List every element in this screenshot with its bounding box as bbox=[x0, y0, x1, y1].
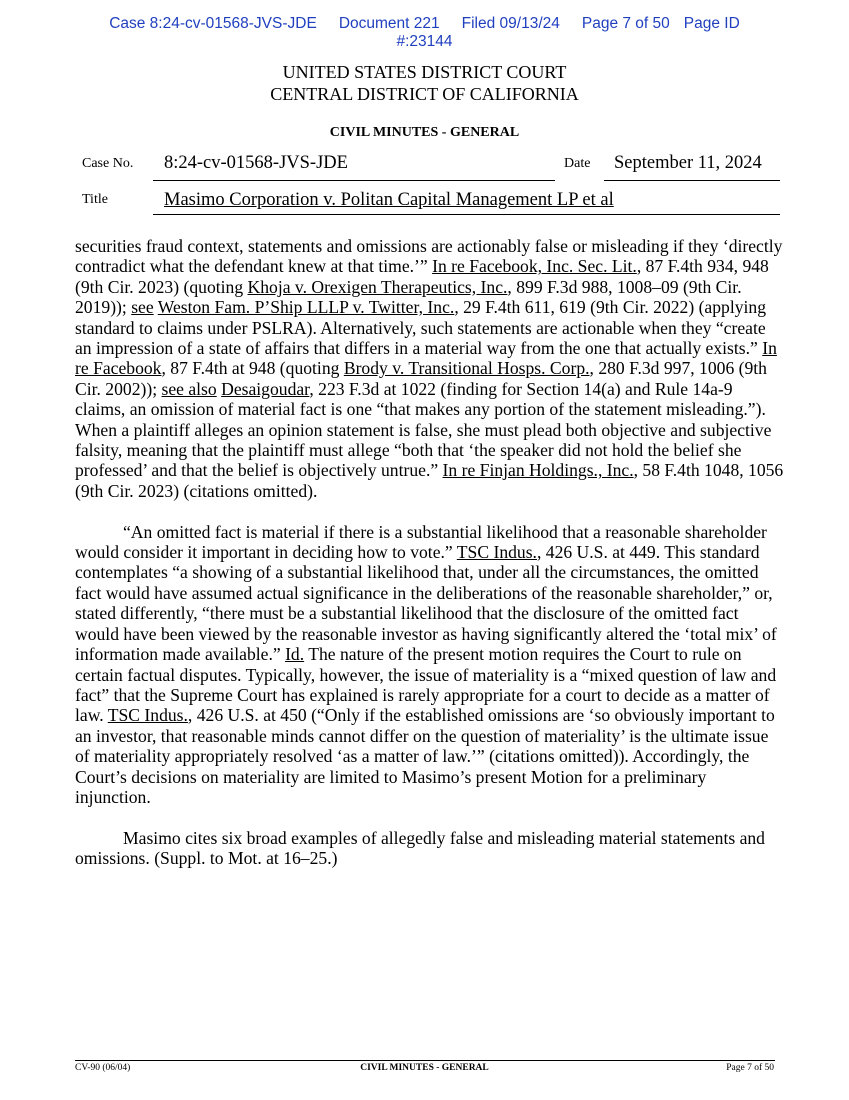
body-text-run: “An omitted fact is material if there is a substantial likelihood that a reasonable shareholder would consider it important in deciding how to vote.” bbox=[75, 521, 767, 563]
body-text-run: , 29 F.4th 611, 619 (9th Cir. 2022) (applying standard to claims under PSLRA). Alternatively, such statements are actionable when they “create an impression of a state of affairs that differs in a material way from the one that actually exists.” bbox=[75, 297, 766, 359]
body-text-run: , 87 F.4th 934, 948 (9th Cir. 2023) (quoting bbox=[75, 256, 769, 297]
date-value: September 11, 2024 bbox=[614, 153, 762, 173]
ecf-header bbox=[0, 15, 849, 51]
case-title-text: Masimo Corporation v. Politan Capital Management LP et al bbox=[164, 190, 614, 210]
date-label: Date bbox=[564, 156, 591, 171]
citation-text: TSC Indus. bbox=[456, 542, 537, 563]
title-value bbox=[164, 190, 614, 211]
body-text-run: , 280 F.3d 997, 1006 (9th Cir. 2002)); bbox=[75, 358, 767, 399]
court-name: UNITED STATES DISTRICT COURT bbox=[282, 62, 567, 82]
ecf-page-id-label: Page ID bbox=[683, 15, 740, 32]
footer-page-number: Page 7 of 50 bbox=[726, 1063, 774, 1073]
citation-text: Khoja v. Orexigen Therapeutics, Inc. bbox=[247, 276, 508, 297]
body-text-run: , 426 U.S. at 449. This standard contemplates “a showing of a substantial likelihood that, under all the circumstances, the omitted fact would have assumed actual significance in the deliberations of the reasonable shareholder,” or, stated differently, “there must be a substantial likelihood that the disclosure of the omitted fact would have been viewed by the reasonable investor as having significantly altered the ‘total mix’ of information made available.” bbox=[75, 542, 777, 665]
ecf-header-line bbox=[0, 15, 849, 33]
citation-text: see also bbox=[161, 378, 217, 399]
ecf-page-count: Page 7 of 50 bbox=[581, 15, 670, 32]
citation-text: Desaigoudar bbox=[221, 378, 310, 399]
body-text-run: , 58 F.4th 1048, 1056 (9th Cir. 2023) (citations omitted). bbox=[75, 460, 784, 501]
opinion-body bbox=[75, 236, 785, 889]
minutes-title: CIVIL MINUTES - GENERAL bbox=[329, 125, 520, 140]
body-text-run: , 426 U.S. at 450 (“Only if the established omissions are ‘so obviously important to an investor, that reasonable minds cannot differ on the question of materiality’ is the ultimate issue of materiality appropriately resolved ‘as a matter of law.’” (citations omitted)). Accordingly, the Court’s decisions on materiality are limited to Masimo’s present Motion for a preliminary injunction. bbox=[75, 705, 775, 807]
citation-text: see bbox=[131, 297, 154, 318]
court-heading bbox=[0, 61, 849, 105]
body-text-run: , 87 F.4th at 948 (quoting bbox=[161, 358, 344, 379]
body-paragraph bbox=[75, 522, 785, 808]
body-paragraph bbox=[75, 828, 785, 869]
date-underline bbox=[604, 180, 780, 181]
ecf-page-id-number: #:23144 bbox=[396, 33, 453, 50]
body-text-run: Masimo cites six broad examples of allegedly false and misleading material statements and omissions. (Suppl. to Mot. at 16–25.) bbox=[75, 827, 765, 869]
body-paragraph bbox=[75, 236, 785, 501]
citation-text: In re Facebook bbox=[75, 338, 777, 379]
body-text-run: securities fraud context, statements and omissions are actionably false or misleading if they ‘directly contradict what the defendant knew at that time.’” bbox=[75, 236, 783, 277]
ecf-case-number: Case 8:24-cv-01568-JVS-JDE bbox=[109, 15, 317, 32]
body-text-run: , 223 F.3d at 1022 (finding for Section 14(a) and Rule 14a-9 claims, an omission of material fact is one “that makes any portion of the statement misleading.”). When a plaintiff alleges an opinion statement is false, she must plead both objective and subjective falsity, meaning that the plaintiff must allege “both that ‘the speaker did not hold the belief she professed’ and that the belief is objectively untrue.” bbox=[75, 378, 772, 481]
citation-text: Brody v. Transitional Hosps. Corp. bbox=[343, 358, 590, 379]
case-no-value: 8:24-cv-01568-JVS-JDE bbox=[164, 153, 348, 173]
citation-text: In re Facebook, Inc. Sec. Lit. bbox=[432, 256, 637, 277]
title-underline bbox=[153, 214, 780, 215]
body-text-run: , 899 F.3d 988, 1008–09 (9th Cir. 2019)); bbox=[75, 276, 742, 318]
citation-text: In re Finjan Holdings., Inc. bbox=[442, 460, 634, 481]
case-no-label: Case No. bbox=[82, 156, 134, 171]
citation-text: Weston Fam. P’Ship LLLP v. Twitter, Inc. bbox=[157, 297, 455, 318]
case-no-underline bbox=[153, 180, 555, 181]
body-text-run: The nature of the present motion requires the Court to rule on certain factual disputes. Typically, however, the issue of materiality is a “mixed question of law and fact” that the Supreme Court has explained is rarely appropriate for a court to decide as a matter of law. bbox=[75, 644, 777, 726]
court-district: CENTRAL DISTRICT OF CALIFORNIA bbox=[270, 84, 579, 104]
citation-text: TSC Indus. bbox=[107, 705, 188, 726]
footer-rule bbox=[75, 1060, 775, 1061]
ecf-filed-date: Filed 09/13/24 bbox=[461, 15, 560, 32]
footer-form-number: CV-90 (06/04) bbox=[75, 1063, 131, 1073]
ecf-document-number: Document 221 bbox=[338, 15, 440, 32]
footer-title: CIVIL MINUTES - GENERAL bbox=[360, 1063, 489, 1073]
title-label: Title bbox=[82, 192, 108, 207]
citation-text: Id. bbox=[285, 644, 305, 665]
